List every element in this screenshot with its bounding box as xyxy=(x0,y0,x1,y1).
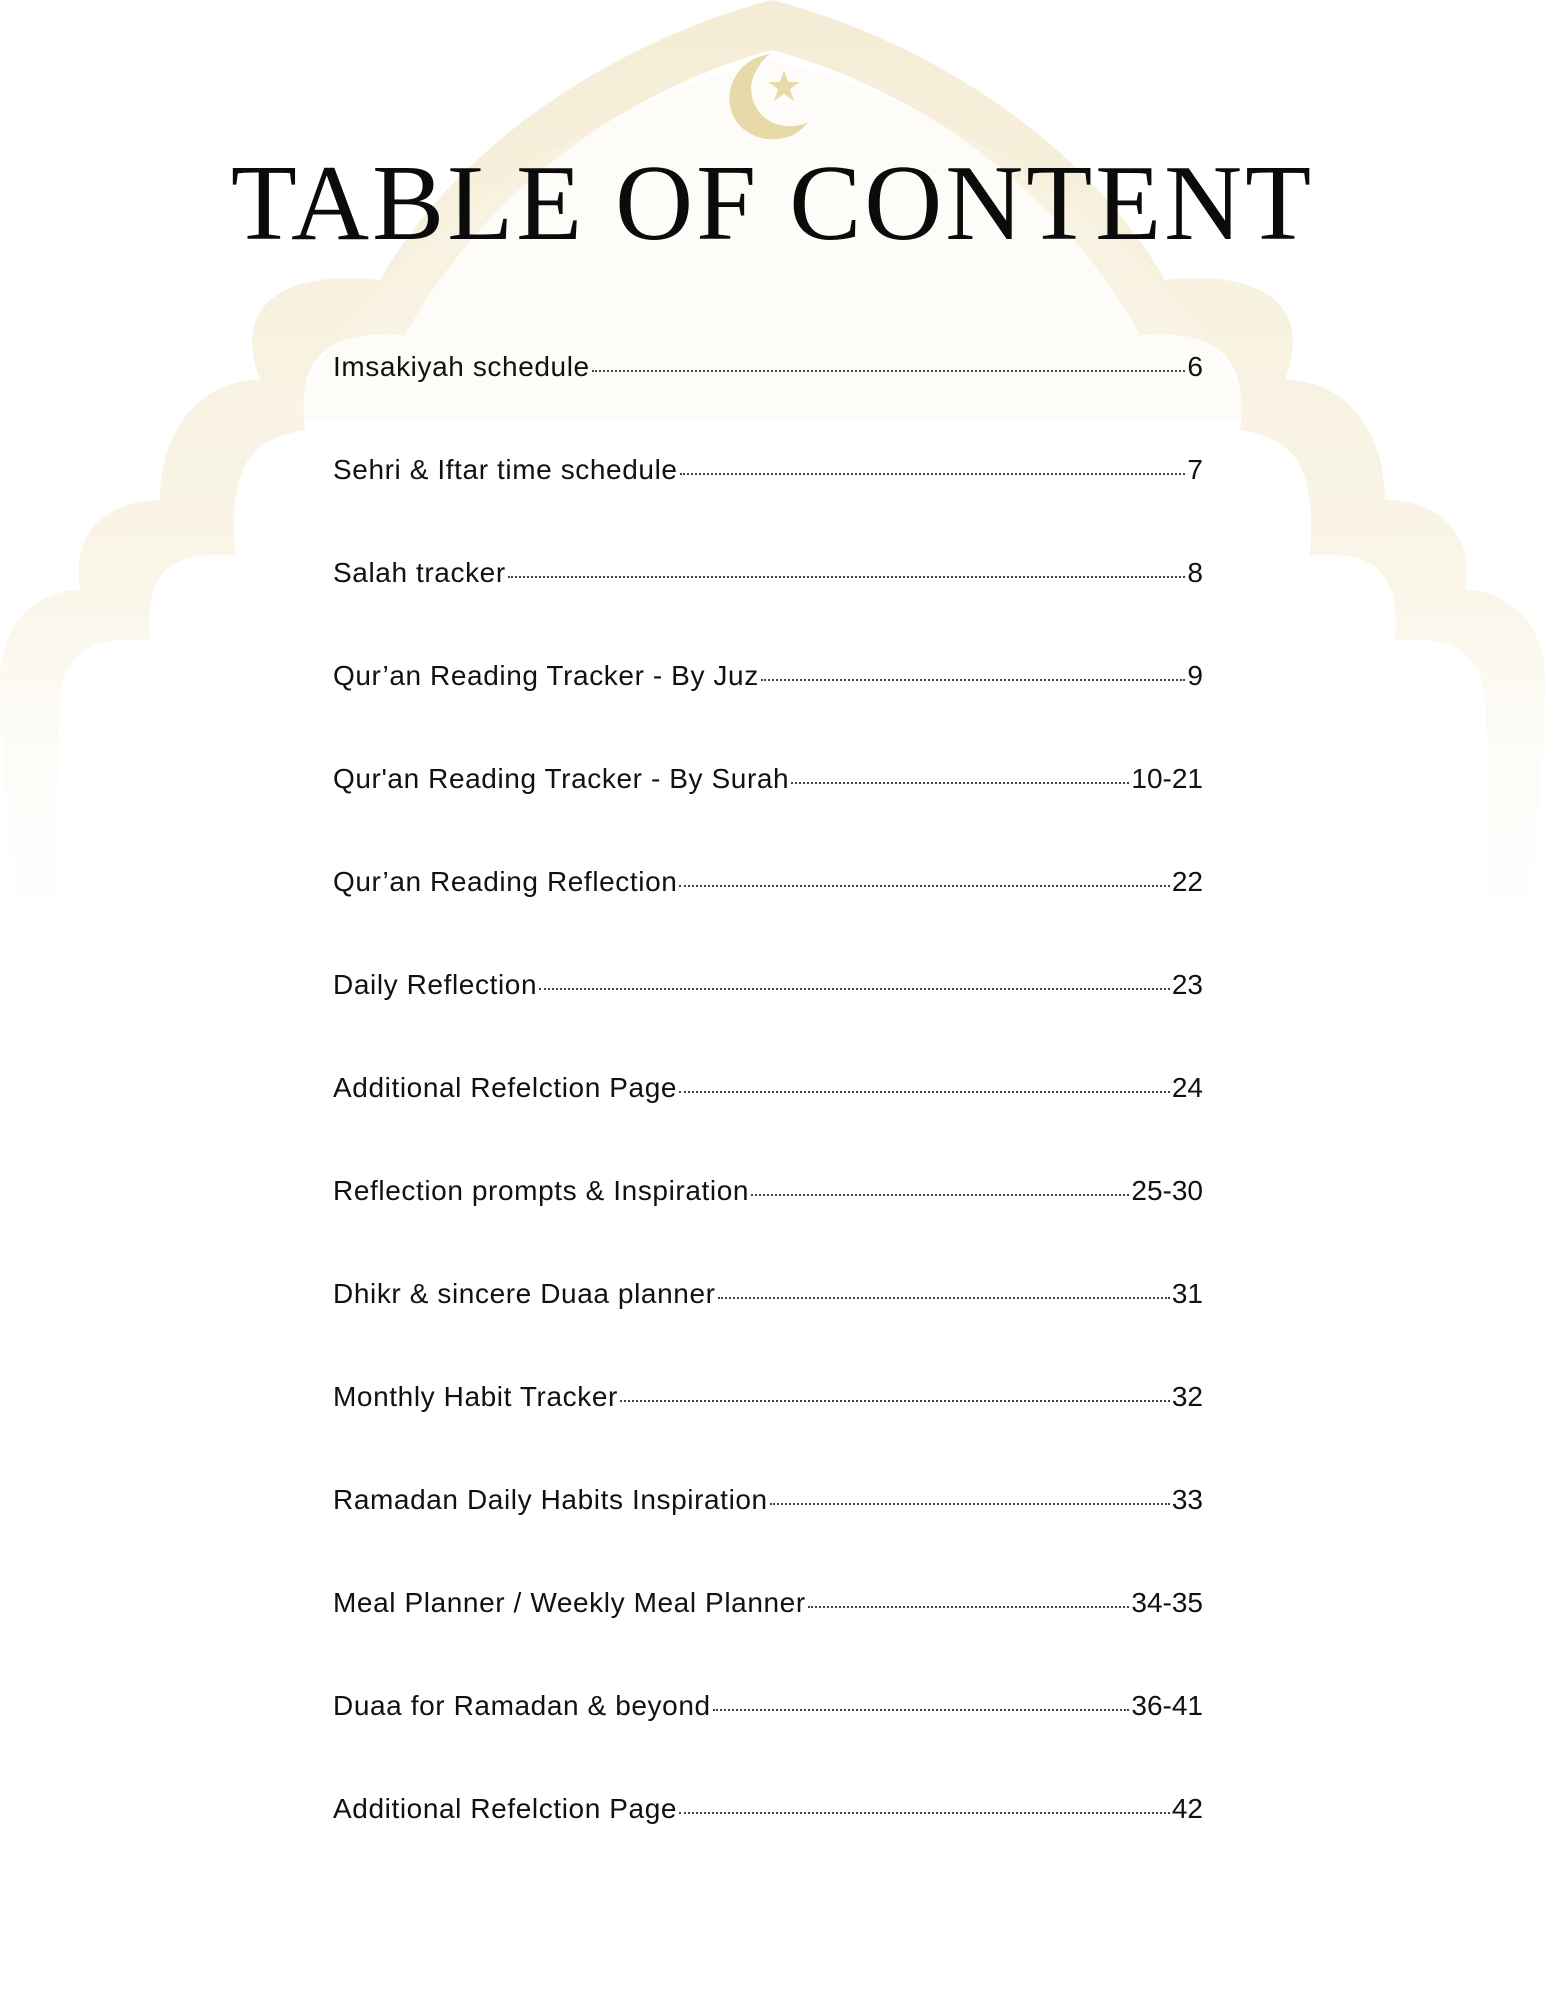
toc-entry-page: 36-41 xyxy=(1131,1690,1203,1721)
toc-entry[interactable] xyxy=(333,345,1203,448)
crescent-star-icon xyxy=(722,48,812,144)
dot-leader xyxy=(808,1606,1130,1608)
toc-entry-page: 24 xyxy=(1171,1072,1203,1103)
toc-entry[interactable] xyxy=(333,1169,1203,1272)
toc-entry[interactable] xyxy=(333,1581,1203,1684)
toc-entry-label: Dhikr & sincere Duaa planner xyxy=(333,1278,716,1309)
toc-entry-label: Qur'an Reading Tracker - By Surah xyxy=(333,763,790,794)
dot-leader xyxy=(713,1709,1130,1711)
toc-entry-page: 22 xyxy=(1171,866,1203,897)
toc-entry-page: 32 xyxy=(1171,1381,1203,1412)
dot-leader xyxy=(761,679,1186,681)
dot-leader xyxy=(508,576,1186,578)
toc-entry[interactable] xyxy=(333,1272,1203,1375)
toc-entry-label: Additional Refelction Page xyxy=(333,1072,678,1103)
toc-entry-page: 6 xyxy=(1187,351,1203,382)
toc-entry[interactable] xyxy=(333,448,1203,551)
toc-entry[interactable] xyxy=(333,1478,1203,1581)
toc-entry-page: 34-35 xyxy=(1131,1587,1203,1618)
dot-leader xyxy=(718,1297,1170,1299)
toc-entry-page: 9 xyxy=(1187,660,1203,691)
toc-entry-page: 33 xyxy=(1171,1484,1203,1515)
toc-entry-label: Sehri & Iftar time schedule xyxy=(333,454,678,485)
toc-entry[interactable] xyxy=(333,860,1203,963)
toc-entry-page: 42 xyxy=(1171,1793,1203,1824)
toc-entry-page: 25-30 xyxy=(1131,1175,1203,1206)
dot-leader xyxy=(770,1503,1170,1505)
dot-leader xyxy=(539,988,1170,990)
dot-leader xyxy=(751,1194,1129,1196)
toc-entry-label: Qur’an Reading Reflection xyxy=(333,866,678,897)
toc-entry[interactable] xyxy=(333,1787,1203,1890)
toc-entry[interactable] xyxy=(333,757,1203,860)
toc-entry-page: 10-21 xyxy=(1131,763,1203,794)
toc-entry-label: Imsakiyah schedule xyxy=(333,351,590,382)
dot-leader xyxy=(680,473,1186,475)
dot-leader xyxy=(679,885,1169,887)
toc-entry-label: Daily Reflection xyxy=(333,969,538,1000)
dot-leader xyxy=(791,782,1129,784)
dot-leader xyxy=(679,1091,1170,1093)
toc-entry-label: Monthly Habit Tracker xyxy=(333,1381,618,1412)
page-title: TABLE OF CONTENT xyxy=(230,144,1315,263)
toc-entry[interactable] xyxy=(333,654,1203,757)
dot-leader xyxy=(679,1812,1170,1814)
toc-entry[interactable] xyxy=(333,963,1203,1066)
toc-entry-page: 23 xyxy=(1171,969,1203,1000)
toc-entry[interactable] xyxy=(333,1066,1203,1169)
toc-entry[interactable] xyxy=(333,1375,1203,1478)
toc-entry[interactable] xyxy=(333,1684,1203,1787)
toc-entry-label: Ramadan Daily Habits Inspiration xyxy=(333,1484,768,1515)
toc-entry-label: Meal Planner / Weekly Meal Planner xyxy=(333,1587,806,1618)
toc-entry[interactable] xyxy=(333,551,1203,654)
toc-entry-page: 31 xyxy=(1171,1278,1203,1309)
table-of-contents xyxy=(333,345,1203,1890)
dot-leader xyxy=(592,370,1186,372)
toc-entry-label: Salah tracker xyxy=(333,557,506,588)
toc-entry-page: 7 xyxy=(1187,454,1203,485)
toc-entry-label: Additional Refelction Page xyxy=(333,1793,678,1824)
toc-entry-label: Duaa for Ramadan & beyond xyxy=(333,1690,711,1721)
toc-entry-label: Reflection prompts & Inspiration xyxy=(333,1175,750,1206)
toc-entry-label: Qur’an Reading Tracker - By Juz xyxy=(333,660,759,691)
toc-entry-page: 8 xyxy=(1187,557,1203,588)
dot-leader xyxy=(620,1400,1170,1402)
